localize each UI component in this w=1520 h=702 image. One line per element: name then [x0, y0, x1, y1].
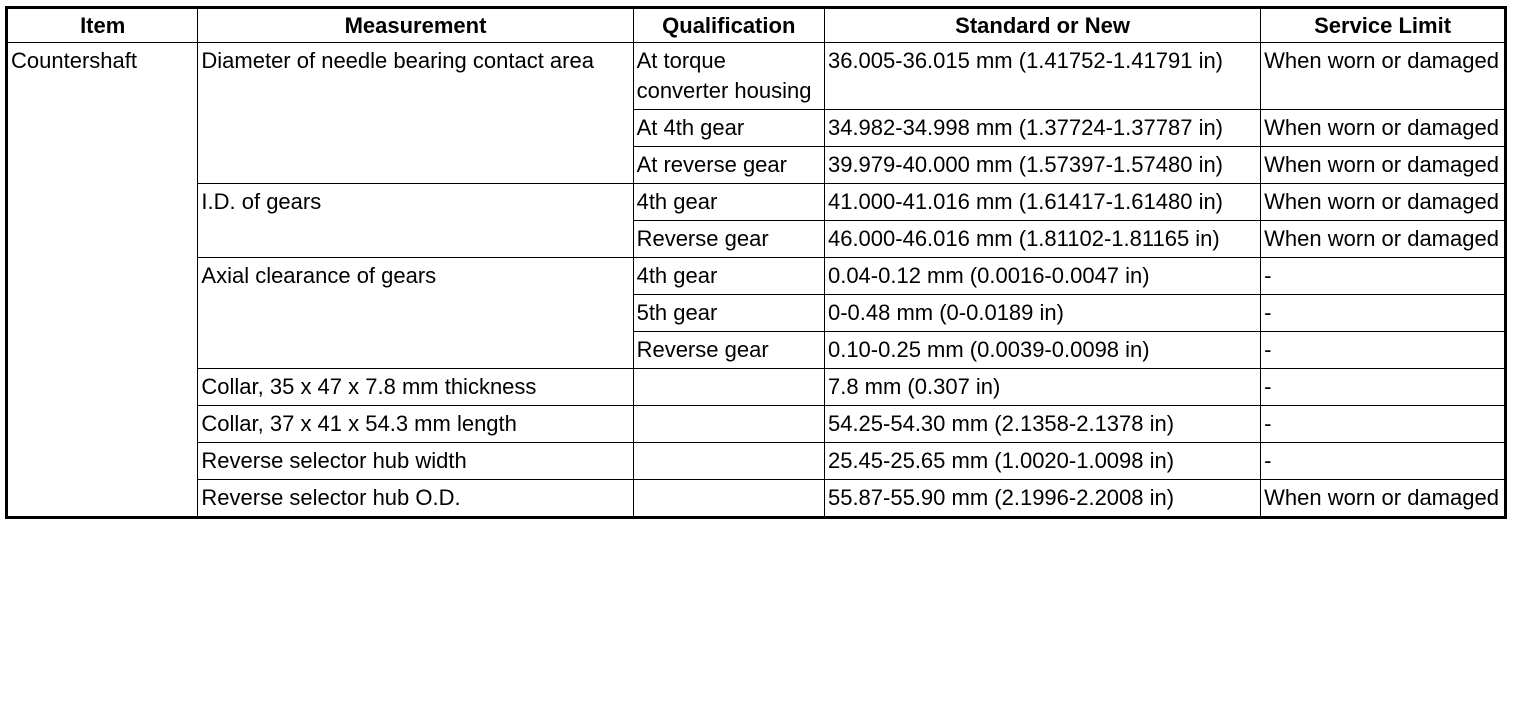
header-service-limit: Service Limit [1261, 8, 1506, 43]
qualification-cell: 4th gear [633, 258, 824, 295]
qualification-cell [633, 406, 824, 443]
standard-cell: 41.000-41.016 mm (1.61417-1.61480 in) [824, 184, 1260, 221]
qualification-cell [633, 443, 824, 480]
qualification-cell: At reverse gear [633, 147, 824, 184]
standard-cell: 0-0.48 mm (0-0.0189 in) [824, 295, 1260, 332]
measurement-cell: Reverse selector hub O.D. [198, 480, 633, 518]
service-limit-cell: - [1261, 406, 1506, 443]
standard-cell: 0.10-0.25 mm (0.0039-0.0098 in) [824, 332, 1260, 369]
qualification-cell: At 4th gear [633, 110, 824, 147]
standard-cell: 39.979-40.000 mm (1.57397-1.57480 in) [824, 147, 1260, 184]
qualification-cell: Reverse gear [633, 332, 824, 369]
service-limit-cell: When worn or damaged [1261, 184, 1506, 221]
qualification-cell: 5th gear [633, 295, 824, 332]
service-limit-cell: - [1261, 258, 1506, 295]
service-limit-cell: When worn or damaged [1261, 43, 1506, 110]
standard-cell: 46.000-46.016 mm (1.81102-1.81165 in) [824, 221, 1260, 258]
table-row [7, 480, 1506, 518]
countershaft-spec-table [5, 6, 1507, 519]
measurement-cell: I.D. of gears [198, 184, 633, 258]
header-row [7, 8, 1506, 43]
measurement-cell: Collar, 37 x 41 x 54.3 mm length [198, 406, 633, 443]
service-limit-cell: When worn or damaged [1261, 221, 1506, 258]
service-limit-cell: When worn or damaged [1261, 147, 1506, 184]
standard-cell: 7.8 mm (0.307 in) [824, 369, 1260, 406]
service-limit-cell: - [1261, 369, 1506, 406]
standard-cell: 34.982-34.998 mm (1.37724-1.37787 in) [824, 110, 1260, 147]
qualification-cell [633, 480, 824, 518]
service-limit-cell: - [1261, 332, 1506, 369]
standard-cell: 36.005-36.015 mm (1.41752-1.41791 in) [824, 43, 1260, 110]
measurement-cell: Reverse selector hub width [198, 443, 633, 480]
table-row [7, 184, 1506, 221]
item-cell: Countershaft [7, 43, 198, 518]
table-row [7, 406, 1506, 443]
standard-cell: 55.87-55.90 mm (2.1996-2.2008 in) [824, 480, 1260, 518]
table-row [7, 258, 1506, 295]
service-limit-cell: - [1261, 295, 1506, 332]
qualification-cell: 4th gear [633, 184, 824, 221]
service-limit-cell: When worn or damaged [1261, 480, 1506, 518]
standard-cell: 54.25-54.30 mm (2.1358-2.1378 in) [824, 406, 1260, 443]
header-measurement: Measurement [198, 8, 633, 43]
table-row [7, 43, 1506, 110]
standard-cell: 0.04-0.12 mm (0.0016-0.0047 in) [824, 258, 1260, 295]
header-standard: Standard or New [824, 8, 1260, 43]
table-row [7, 443, 1506, 480]
table-row [7, 369, 1506, 406]
measurement-cell: Axial clearance of gears [198, 258, 633, 369]
standard-cell: 25.45-25.65 mm (1.0020-1.0098 in) [824, 443, 1260, 480]
qualification-cell [633, 369, 824, 406]
service-limit-cell: - [1261, 443, 1506, 480]
header-qualification: Qualification [633, 8, 824, 43]
header-item: Item [7, 8, 198, 43]
qualification-cell: At torque converter housing [633, 43, 824, 110]
measurement-cell: Collar, 35 x 47 x 7.8 mm thickness [198, 369, 633, 406]
measurement-cell: Diameter of needle bearing contact area [198, 43, 633, 184]
qualification-cell: Reverse gear [633, 221, 824, 258]
service-limit-cell: When worn or damaged [1261, 110, 1506, 147]
